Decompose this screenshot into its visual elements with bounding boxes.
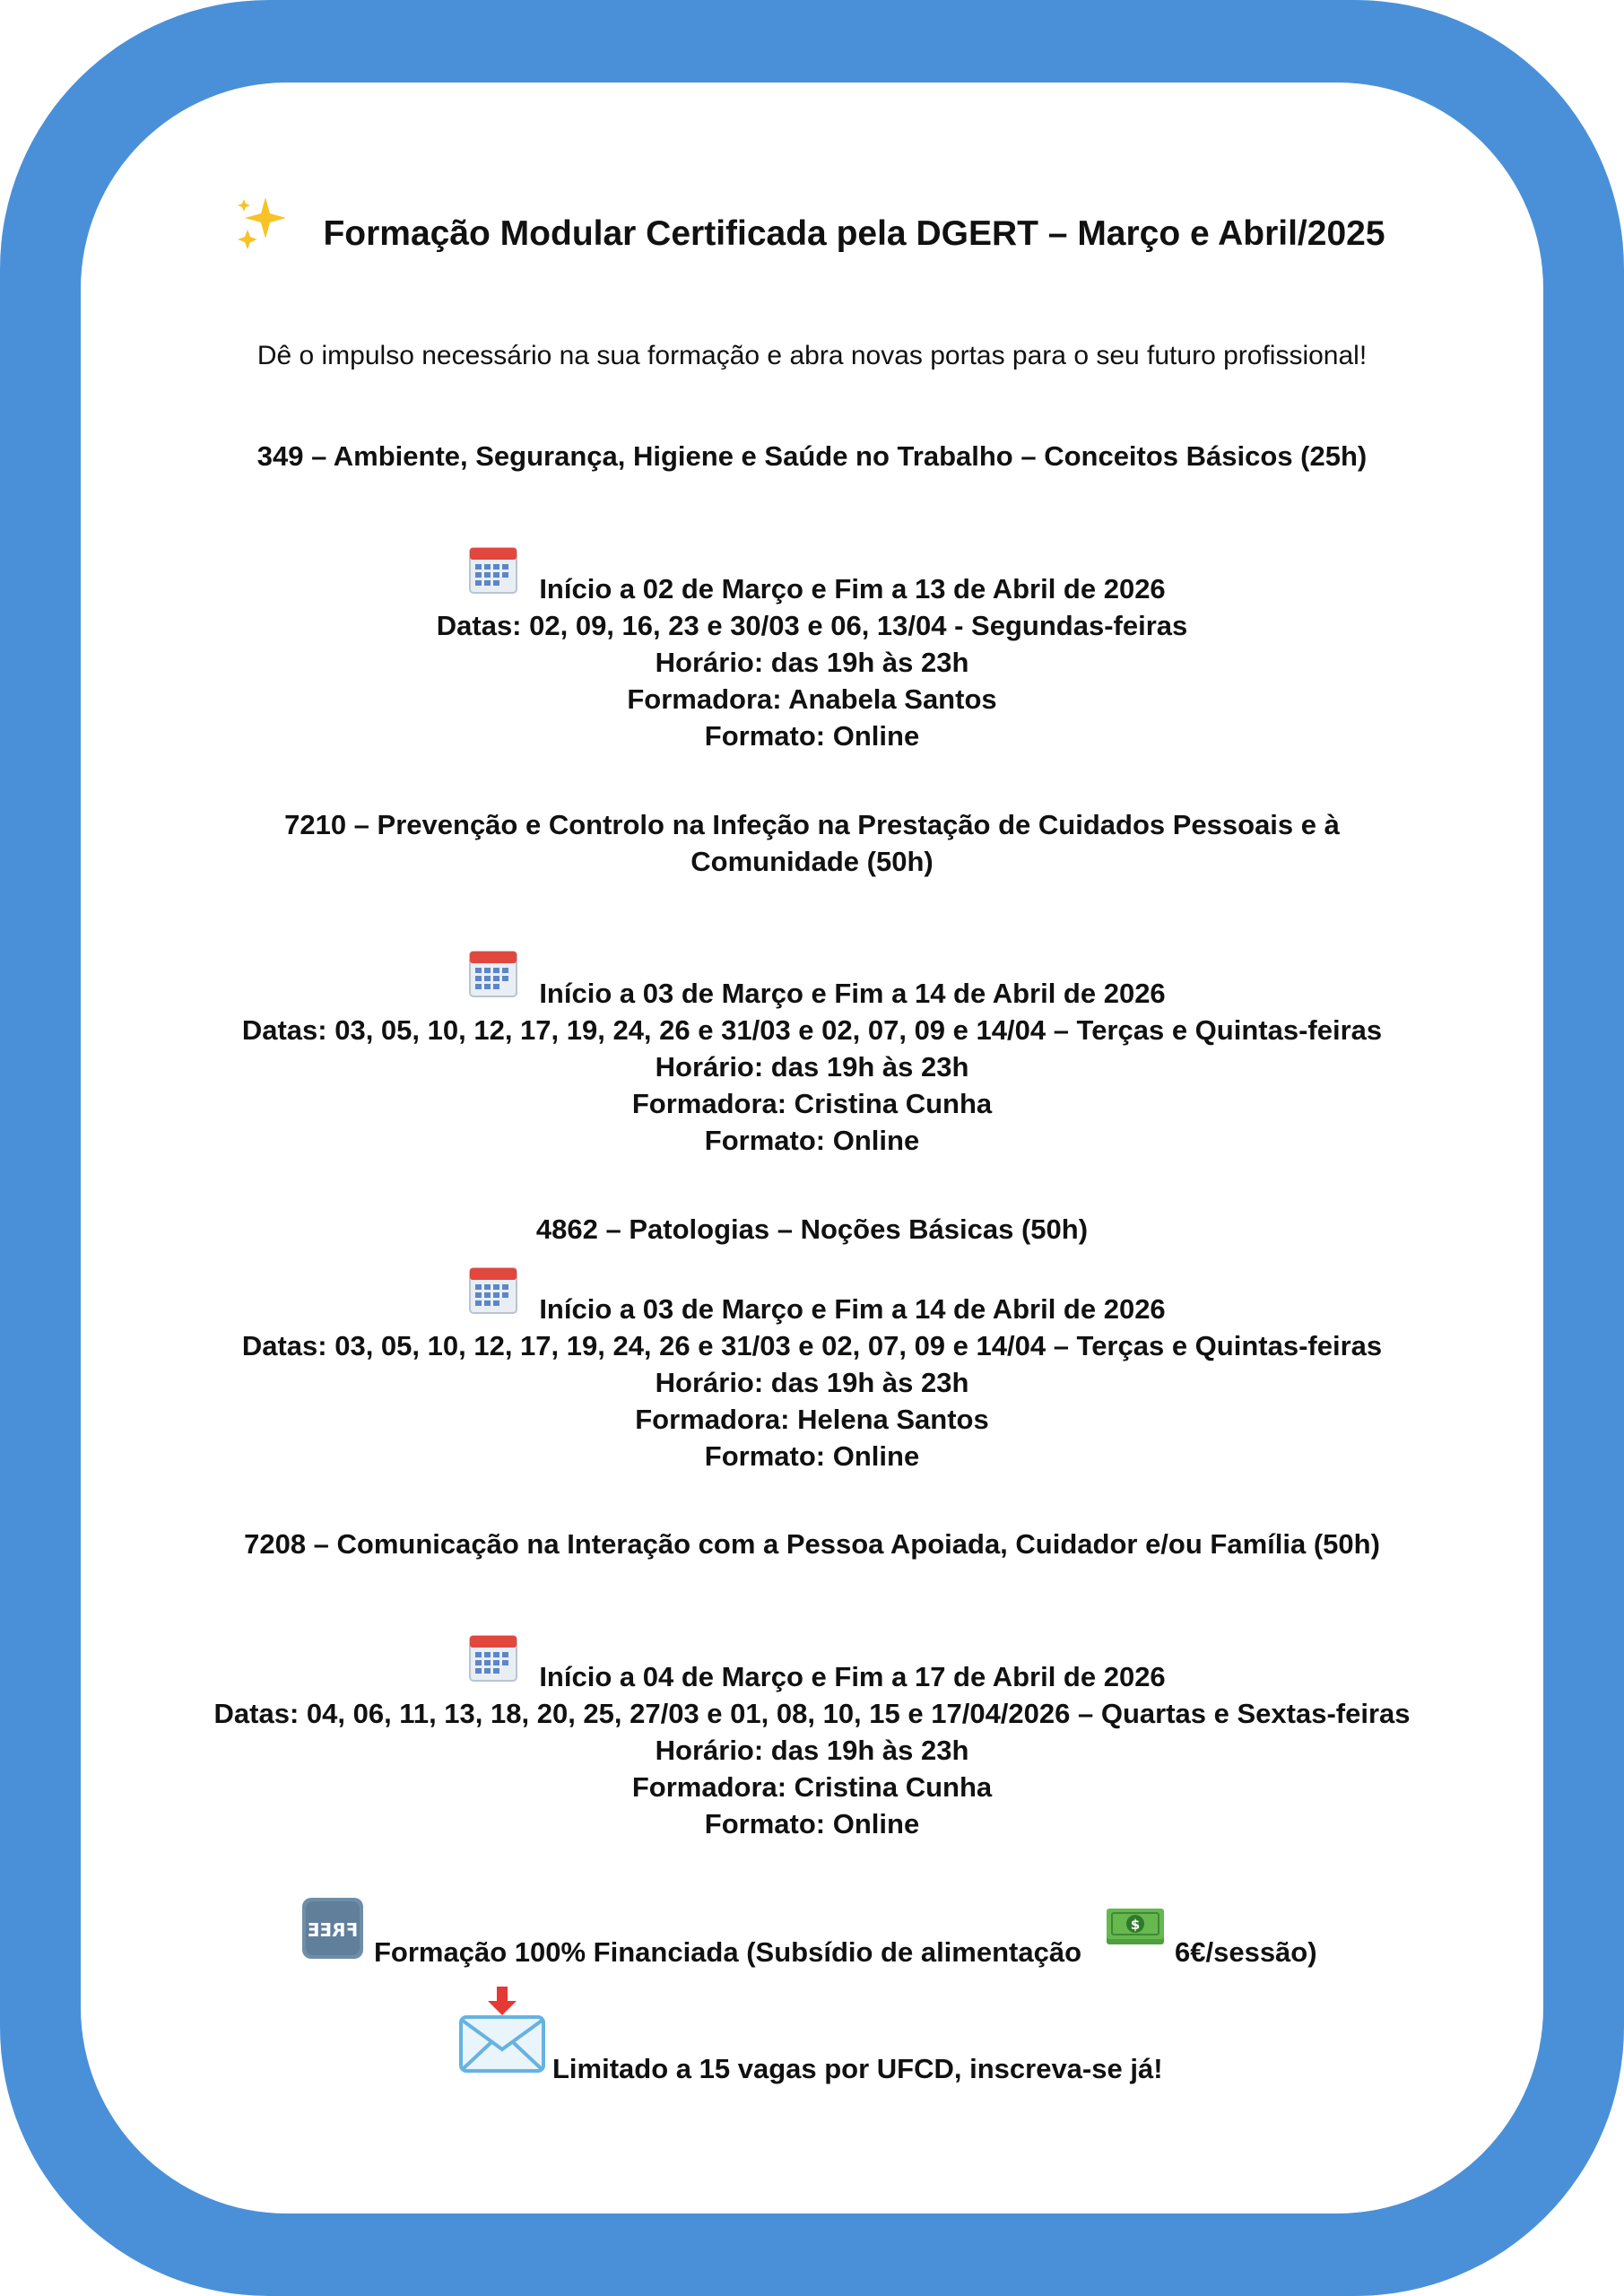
- svg-text:FREE: FREE: [307, 1919, 359, 1941]
- course-2-format: Formato: Online: [704, 1125, 920, 1156]
- course-1-trainer: Formadora: Anabela Santos: [627, 683, 997, 715]
- svg-text:$: $: [1130, 1917, 1141, 1933]
- course-3-period: Início a 03 de Março e Fim a 14 de Abril de 2026: [539, 1293, 1166, 1325]
- course-2-trainer: Formadora: Cristina Cunha: [631, 1088, 993, 1119]
- course-2-schedule: Horário: das 19h às 23h: [655, 1051, 969, 1083]
- money-icon: [1103, 1901, 1168, 1952]
- course-3-title: 4862 – Patologias – Noções Básicas (50h): [535, 1213, 1089, 1245]
- course-4-format: Formato: Online: [704, 1808, 920, 1839]
- free-icon: [300, 1896, 365, 1961]
- course-2-title-cont: Comunidade (50h): [690, 846, 934, 877]
- course-1-dates: Datas: 02, 09, 16, 23 e 30/03 e 06, 13/04 - Segundas-feiras: [436, 610, 1188, 641]
- incoming-envelope-icon: [457, 1985, 547, 2074]
- course-1-format: Formato: Online: [704, 720, 920, 752]
- page-title: Formação Modular Certificada pela DGERT – Março e Abril/2025: [323, 214, 1385, 253]
- course-4-schedule: Horário: das 19h às 23h: [655, 1735, 969, 1766]
- course-4-dates: Datas: 04, 06, 11, 13, 18, 20, 25, 27/03 e 01, 08, 10, 15 e 17/04/2026 – Quartas e Sextas-feiras: [213, 1698, 1411, 1729]
- funding-text: Formação 100% Financiada (Subsídio de alimentação: [374, 1936, 1082, 1968]
- course-2-dates: Datas: 03, 05, 10, 12, 17, 19, 24, 26 e 31/03 e 02, 07, 09 e 14/04 – Terças e Quintas-feiras: [241, 1014, 1383, 1046]
- course-3-dates: Datas: 03, 05, 10, 12, 17, 19, 24, 26 e 31/03 e 02, 07, 09 e 14/04 – Terças e Quintas-feiras: [241, 1330, 1383, 1361]
- course-1-period: Início a 02 de Março e Fim a 13 de Abril de 2026: [539, 573, 1166, 604]
- course-1-title: 349 – Ambiente, Segurança, Higiene e Saúde no Trabalho – Conceitos Básicos (25h): [256, 440, 1368, 472]
- course-4-trainer: Formadora: Cristina Cunha: [631, 1771, 993, 1803]
- course-1-schedule: Horário: das 19h às 23h: [655, 647, 969, 678]
- vacancies-text: Limitado a 15 vagas por UFCD, inscreva-se já!: [552, 2053, 1163, 2084]
- course-2-title: 7210 – Prevenção e Controlo na Infeção na Prestação de Cuidados Pessoais e à: [284, 809, 1340, 840]
- course-2-period: Início a 03 de Março e Fim a 14 de Abril de 2026: [539, 978, 1166, 1009]
- course-3-format: Formato: Online: [704, 1440, 920, 1472]
- course-3-trainer: Formadora: Helena Santos: [635, 1404, 989, 1435]
- course-4-title: 7208 – Comunicação na Interação com a Pessoa Apoiada, Cuidador e/ou Família (50h): [244, 1528, 1380, 1560]
- intro-text: Dê o impulso necessário na sua formação e abra novas portas para o seu futuro profissional!: [256, 341, 1368, 370]
- funding-amount: 6€/sessão): [1175, 1936, 1317, 1968]
- course-3-schedule: Horário: das 19h às 23h: [655, 1367, 969, 1398]
- course-4-period: Início a 04 de Março e Fim a 17 de Abril de 2026: [539, 1661, 1166, 1692]
